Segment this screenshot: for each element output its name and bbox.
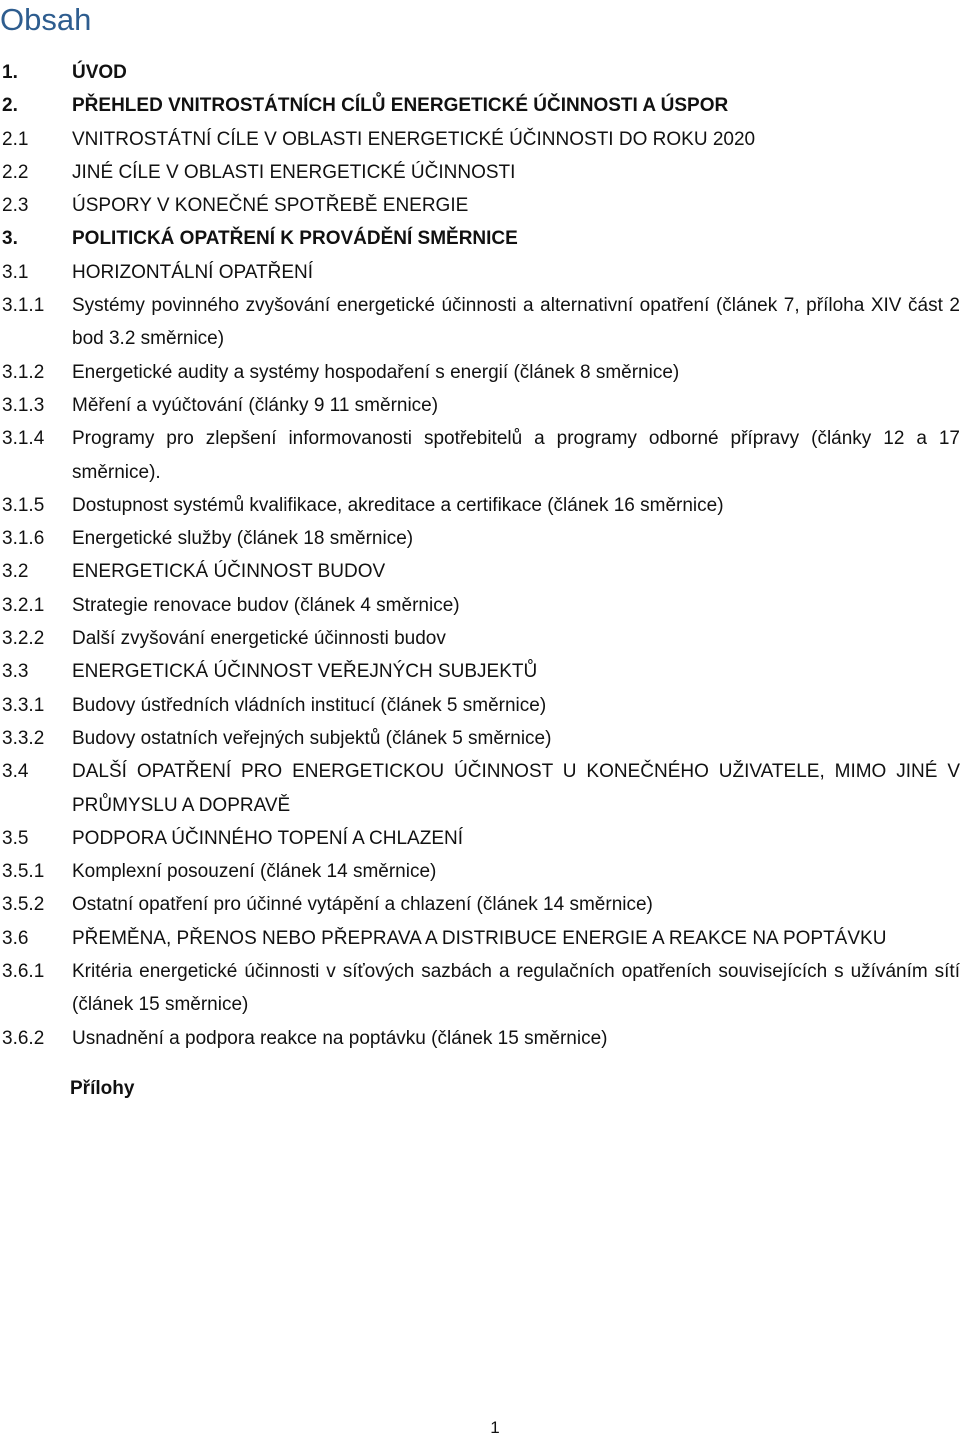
- appendix-heading: Přílohy: [70, 1078, 135, 1099]
- toc-entry-number: 3.5.2: [2, 894, 45, 916]
- toc-entry[interactable]: [0, 389, 960, 422]
- toc-entry-text: Systémy povinného zvyšování energetické účinnosti a alternativní opatření (článek 7, příloha XIV část 2 bod 3.2 směrnice): [72, 295, 960, 350]
- toc-entry-number: 3.6.1: [2, 961, 45, 983]
- toc-entry-text: Ostatní opatření pro účinné vytápění a chlazení (článek 14 směrnice): [72, 894, 653, 916]
- toc-entry-number: 3.1.2: [2, 361, 45, 383]
- toc-entry[interactable]: [0, 622, 960, 655]
- toc-entry-text: Energetické služby (článek 18 směrnice): [72, 528, 414, 550]
- toc-entry-number: 2.2: [2, 161, 29, 183]
- toc-entry-text: VNITROSTÁTNÍ CÍLE V OBLASTI ENERGETICKÉ ÚČINNOSTI DO ROKU 2020: [72, 128, 756, 150]
- toc-entry-text: Strategie renovace budov (článek 4 směrnice): [72, 594, 460, 616]
- toc-entry-text: Energetické audity a systémy hospodaření s energií (článek 8 směrnice): [72, 361, 680, 383]
- toc-entry-text: PODPORA ÚČINNÉHO TOPENÍ A CHLAZENÍ: [72, 827, 464, 849]
- toc-entry[interactable]: [0, 489, 960, 522]
- toc-entry[interactable]: [0, 655, 960, 688]
- toc-entry-number: 3.: [2, 228, 18, 250]
- toc-entry-text: HORIZONTÁLNÍ OPATŘENÍ: [72, 261, 314, 283]
- toc-entry-text: Usnadnění a podpora reakce na poptávku (článek 15 směrnice): [72, 1027, 608, 1049]
- toc-entry[interactable]: [0, 56, 960, 89]
- toc-entry[interactable]: [0, 123, 960, 156]
- toc-entry-number: 3.1.6: [2, 528, 45, 550]
- toc-entry-text: ENERGETICKÁ ÚČINNOST BUDOV: [72, 561, 386, 583]
- toc-entry[interactable]: [0, 555, 960, 588]
- toc-entry-number: 2.1: [2, 128, 29, 150]
- toc-entry-text: PŘEHLED VNITROSTÁTNÍCH CÍLŮ ENERGETICKÉ ÚČINNOSTI A ÚSPOR: [72, 95, 729, 117]
- toc-entry-number: 3.1: [2, 261, 29, 283]
- toc-entry[interactable]: [0, 955, 960, 1022]
- toc-entry-text: DALŠÍ OPATŘENÍ PRO ENERGETICKOU ÚČINNOST U KONEČNÉHO UŽIVATELE, MIMO JINÉ V PRŮMYSLU A DOPRAVĚ: [72, 761, 960, 816]
- toc-entry-number: 3.1.5: [2, 494, 45, 516]
- toc-entry-text: ENERGETICKÁ ÚČINNOST VEŘEJNÝCH SUBJEKTŮ: [72, 661, 538, 683]
- toc-entry-text: Měření a vyúčtování (články 9 11 směrnice): [72, 394, 439, 416]
- toc-entry-number: 3.3: [2, 661, 29, 683]
- toc-entry-number: 3.4: [2, 761, 29, 783]
- toc-entry[interactable]: [0, 888, 960, 921]
- toc-entry-text: JINÉ CÍLE V OBLASTI ENERGETICKÉ ÚČINNOSTI: [72, 161, 516, 183]
- toc-entry[interactable]: [0, 256, 960, 289]
- toc-entry-text: Budovy ústředních vládních institucí (článek 5 směrnice): [72, 694, 547, 716]
- toc-entry-text: ÚSPORY V KONEČNÉ SPOTŘEBĚ ENERGIE: [72, 195, 469, 217]
- toc-entry-number: 3.6.2: [2, 1027, 45, 1049]
- toc-entry[interactable]: [0, 722, 960, 755]
- page-number: 1: [490, 1418, 500, 1437]
- toc-entry[interactable]: [0, 589, 960, 622]
- toc-entry-text: PŘEMĚNA, PŘENOS NEBO PŘEPRAVA A DISTRIBUCE ENERGIE A REAKCE NA POPTÁVKU: [72, 927, 887, 949]
- toc-entry-number: 3.5.1: [2, 861, 45, 883]
- toc-entry[interactable]: [0, 189, 960, 222]
- toc-entry-text: Komplexní posouzení (článek 14 směrnice): [72, 861, 437, 883]
- toc-entry[interactable]: [0, 522, 960, 555]
- page-title: Obsah: [0, 2, 92, 37]
- toc-entry-number: 3.2.1: [2, 594, 45, 616]
- toc-entry-text: Dostupnost systémů kvalifikace, akreditace a certifikace (článek 16 směrnice): [72, 494, 724, 516]
- toc-entry-number: 3.1.3: [2, 394, 45, 416]
- toc-entry-text: Budovy ostatních veřejných subjektů (článek 5 směrnice): [72, 727, 552, 749]
- toc-entry[interactable]: [0, 755, 960, 822]
- toc-entry[interactable]: [0, 156, 960, 189]
- toc-entry-number: 3.5: [2, 827, 29, 849]
- toc-entry[interactable]: [0, 222, 960, 255]
- toc-entry-text: Kritéria energetické účinnosti v síťových sazbách a regulačních opatřeních souvisejících s užíváním sítí (článek 15 směrnice): [72, 961, 960, 1016]
- toc-entry-number: 2.3: [2, 195, 29, 217]
- toc-entry-text: Další zvyšování energetické účinnosti budov: [72, 628, 446, 650]
- toc-entry[interactable]: [0, 822, 960, 855]
- toc-entry-number: 3.2.2: [2, 628, 45, 650]
- toc-entry[interactable]: [0, 356, 960, 389]
- toc-entry-number: 3.2: [2, 561, 29, 583]
- toc-entry[interactable]: [0, 922, 960, 955]
- toc-entry[interactable]: [0, 1022, 960, 1055]
- toc-entry-text: POLITICKÁ OPATŘENÍ K PROVÁDĚNÍ SMĚRNICE: [72, 228, 518, 250]
- toc-entry[interactable]: [0, 289, 960, 356]
- toc-entry-number: 3.1.1: [2, 295, 45, 317]
- toc-entry-number: 3.3.2: [2, 727, 45, 749]
- toc-entry[interactable]: [0, 89, 960, 122]
- toc-entry-text: ÚVOD: [72, 62, 127, 83]
- toc-entry-number: 3.6: [2, 927, 29, 949]
- toc-entry-number: 2.: [2, 95, 18, 117]
- toc-entry-number: 3.1.4: [2, 428, 45, 450]
- toc-entry-text: Programy pro zlepšení informovanosti spotřebitelů a programy odborné přípravy (články 12 a 17 směrnice).: [72, 428, 960, 483]
- toc-entry-number: 3.3.1: [2, 694, 45, 716]
- table-of-contents: [0, 56, 960, 1055]
- toc-entry[interactable]: [0, 855, 960, 888]
- toc-entry[interactable]: [0, 422, 960, 489]
- toc-entry[interactable]: [0, 689, 960, 722]
- toc-entry-number: 1.: [2, 62, 18, 83]
